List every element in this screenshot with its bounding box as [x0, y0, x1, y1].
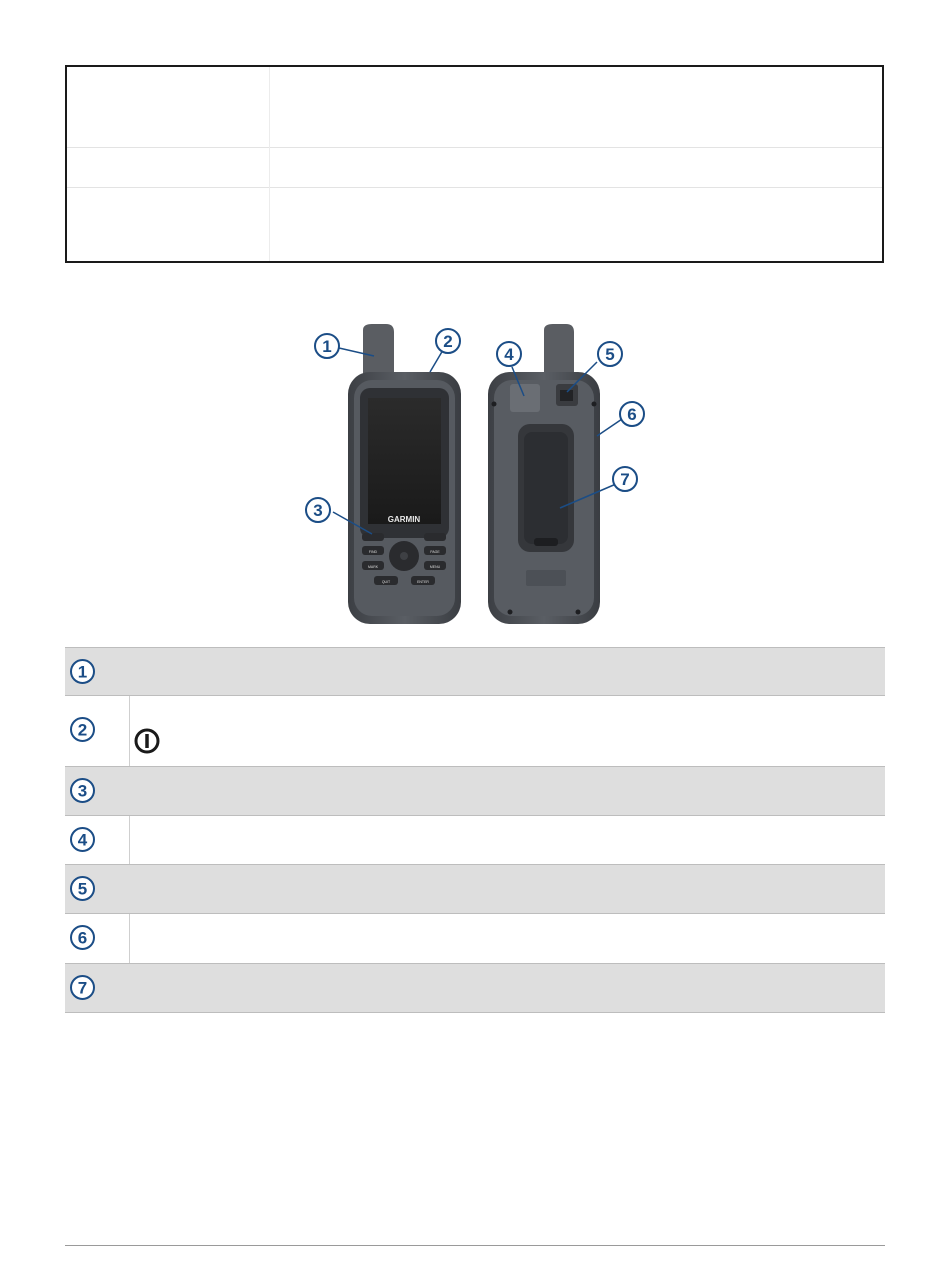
- callout-badge-number: 4: [77, 830, 88, 850]
- table-row: [65, 816, 885, 865]
- callout-badge-number: 7: [77, 978, 88, 998]
- brand-label: GARMIN: [387, 515, 421, 524]
- table-row: [65, 696, 885, 767]
- table-row: [65, 964, 885, 1013]
- top-table-row-divider: [67, 187, 882, 188]
- table-row: [65, 914, 885, 964]
- callout-2-leader: [430, 350, 443, 372]
- callout-badge-number: 3: [77, 781, 88, 801]
- callout-3-label: 3: [313, 501, 323, 520]
- callout-5-label: 5: [605, 345, 615, 364]
- footer-rule: [65, 1245, 885, 1246]
- top-table-row-divider: [67, 147, 882, 148]
- top-table-box: [65, 65, 884, 263]
- device-front: [348, 324, 461, 624]
- callout-badge-number: 1: [77, 662, 88, 682]
- callout-2-label: 2: [443, 332, 453, 351]
- table-row: [65, 865, 885, 914]
- callout-badge-number: 5: [77, 879, 88, 899]
- mark-key: MARK: [367, 565, 379, 569]
- power-icon: [133, 727, 161, 755]
- page-key: PAGE: [430, 550, 440, 554]
- callout-1-label: 1: [322, 337, 332, 356]
- table-row: [65, 647, 885, 696]
- top-table-column-divider: [269, 67, 270, 261]
- menu-key: MENU: [429, 565, 441, 569]
- callout-4-label: 4: [504, 345, 514, 364]
- callout-table: [65, 647, 885, 1013]
- find-key: FIND: [368, 550, 378, 554]
- quit-key: QUIT: [381, 580, 391, 584]
- device-illustration: [280, 312, 660, 642]
- callout-7-label: 7: [620, 470, 630, 489]
- callout-badge-number: 6: [77, 928, 88, 948]
- table-row: [65, 767, 885, 816]
- device-back: [488, 324, 600, 624]
- callout-6-label: 6: [627, 405, 637, 424]
- enter-key: ENTER: [417, 580, 429, 584]
- callout-badge-number: 2: [77, 720, 88, 740]
